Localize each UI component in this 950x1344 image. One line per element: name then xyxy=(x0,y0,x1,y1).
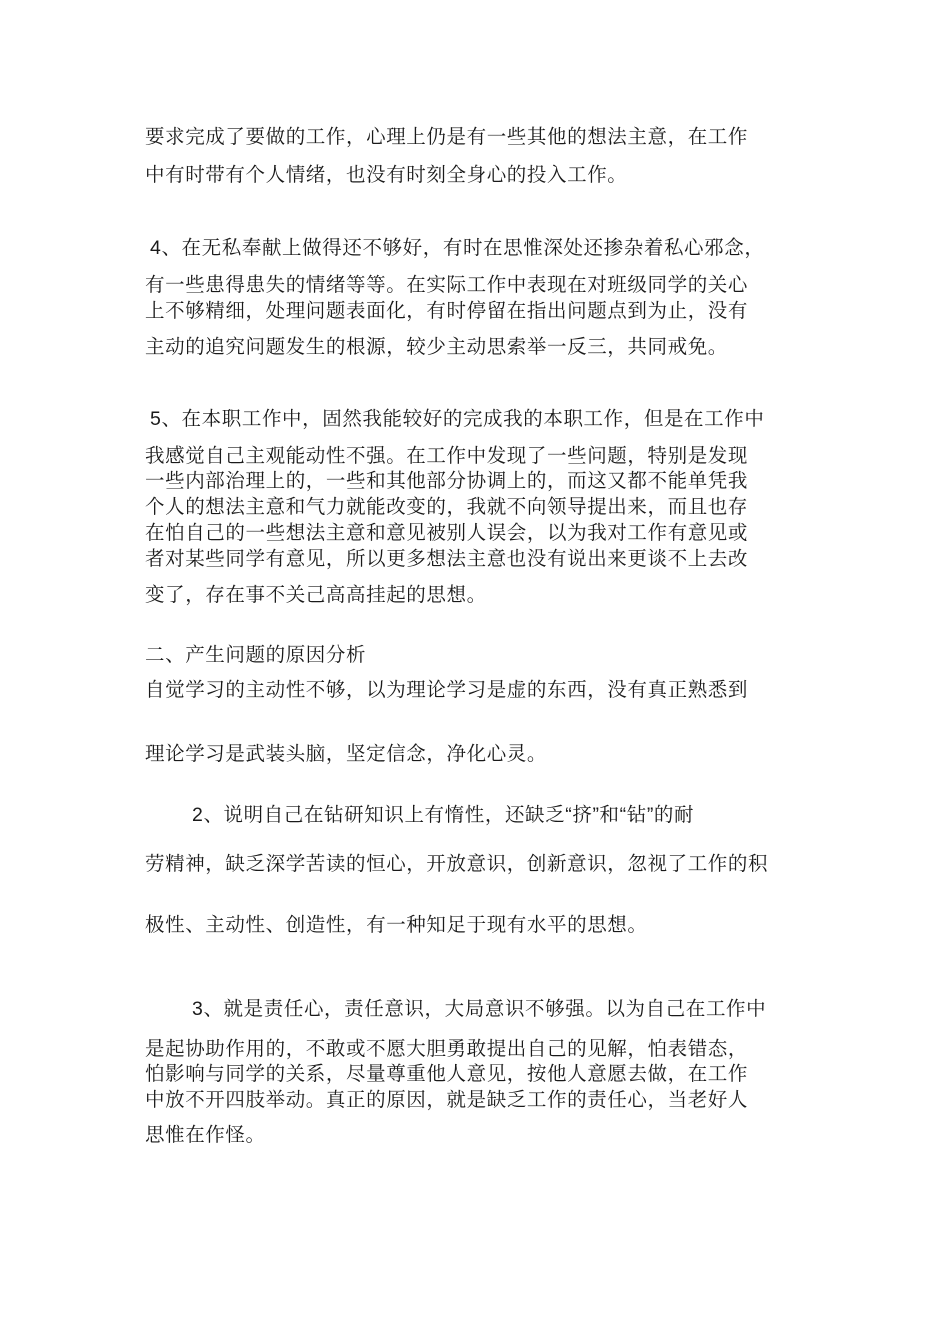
text-line: 有一些患得患失的情绪等等。在实际工作中表现在对班级同学的关心 xyxy=(145,273,749,296)
text-line: 要求完成了要做的工作，心理上仍是有一些其他的想法主意，在工作 xyxy=(145,125,749,148)
text-line: 自觉学习的主动性不够，以为理论学习是虚的东西，没有真正熟悉到 xyxy=(145,678,749,701)
text-line: 者对某些同学有意见，所以更多想法主意也没有说出来更谈不上去改 xyxy=(145,547,749,570)
text-line: 个人的想法主意和气力就能改变的，我就不向领导提出来，而且也存 xyxy=(145,495,749,518)
text-line: 劳精神，缺乏深学苦读的恒心，开放意识，创新意识，忽视了工作的积 xyxy=(145,852,769,875)
text-line: 极性、主动性、创造性，有一种知足于现有水平的思想。 xyxy=(145,913,648,936)
text-line: 变了，存在事不关己高高挂起的思想。 xyxy=(145,583,487,606)
text-line: 是起协助作用的，不敢或不愿大胆勇敢提出自己的见解，怕表错态， xyxy=(145,1037,749,1060)
text-line: 思惟在作怪。 xyxy=(145,1123,266,1146)
text-line: 一些内部治理上的，一些和其他部分协调上的，而这又都不能单凭我 xyxy=(145,469,749,492)
text-line: 理论学习是武装头脑，坚定信念，净化心灵。 xyxy=(145,742,548,765)
paragraph-4-line: 4、在无私奉献上做得还不够好，有时在思惟深处还掺杂着私心邪念， xyxy=(150,237,765,259)
text-line: 中有时带有个人情绪，也没有时刻全身心的投入工作。 xyxy=(145,163,628,186)
text-line: 中放不开四肢举动。真正的原因，就是缺乏工作的责任心，当老好人 xyxy=(145,1088,749,1111)
section-heading: 二、产生问题的原因分析 xyxy=(145,643,367,666)
paragraph-5-line: 5、在本职工作中，固然我能较好的完成我的本职工作，但是在工作中 xyxy=(150,408,765,430)
text-line: 我感觉自己主观能动性不强。在工作中发现了一些问题，特别是发现 xyxy=(145,444,749,467)
text-line: 上不够精细，处理问题表面化，有时停留在指出问题点到为止，没有 xyxy=(145,299,749,322)
text-line: 主动的追究问题发生的根源，较少主动思索举一反三，共同戒免。 xyxy=(145,335,728,358)
paragraph-2-line: 2、说明自己在钻研知识上有惰性，还缺乏“挤”和“钻”的耐 xyxy=(192,804,695,826)
text-line: 怕影响与同学的关系，尽量尊重他人意见，按他人意愿去做，在工作 xyxy=(145,1062,749,1085)
paragraph-3-line: 3、就是责任心，责任意识，大局意识不够强。以为自己在工作中 xyxy=(192,998,767,1020)
text-line: 在怕自己的一些想法主意和意见被别人误会，以为我对工作有意见或 xyxy=(145,521,749,544)
